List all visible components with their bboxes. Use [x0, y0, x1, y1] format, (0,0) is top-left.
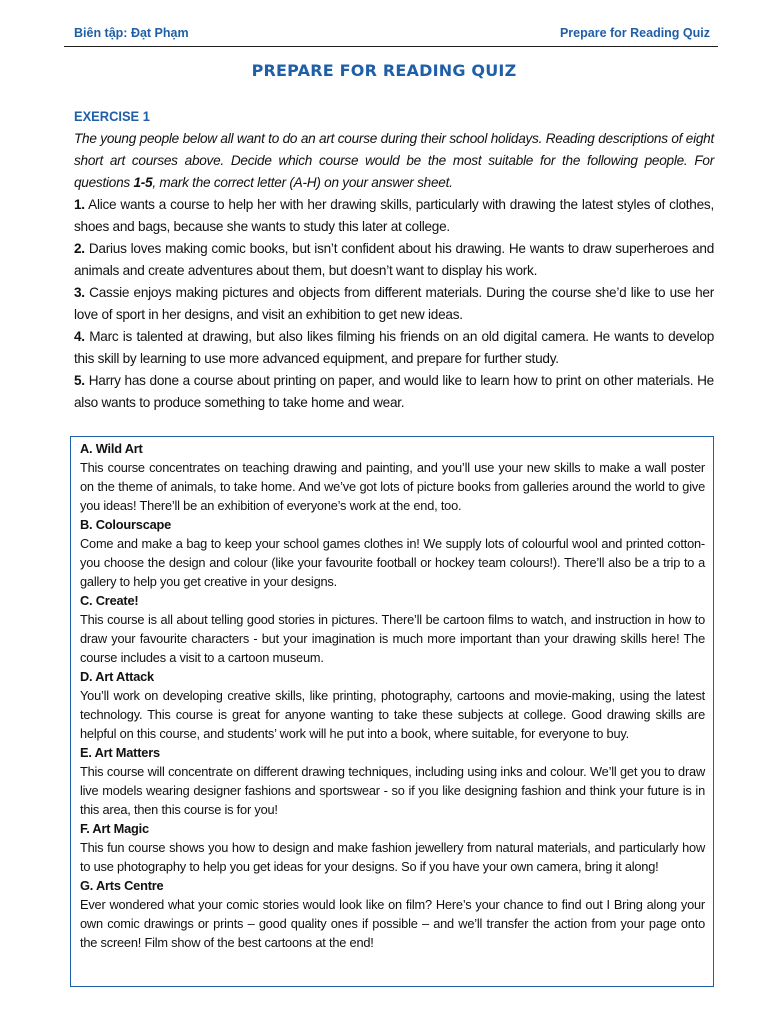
course-item — [80, 667, 705, 743]
question-text: Alice wants a course to help her with her drawing skills, particularly with drawing the latest styles of clothes, shoes and bags, because she wants to study this later at college. — [74, 197, 714, 234]
course-name: C. Create! — [80, 593, 139, 608]
question-number: 5. — [74, 373, 85, 388]
page-title: PREPARE FOR READING QUIZ — [251, 61, 517, 80]
question-item — [74, 370, 714, 414]
question-item — [74, 194, 714, 238]
question-number: 1. — [74, 197, 85, 212]
course-item — [80, 876, 705, 952]
course-name: F. Art Magic — [80, 821, 149, 836]
header-doc-title: Prepare for Reading Quiz — [559, 26, 710, 40]
question-text: Cassie enjoys making pictures and objects from different materials. During the course she’d like to use her love of sport in her designs, and visit an exhibition to get new ideas. — [74, 285, 715, 322]
question-text: Harry has done a course about printing on paper, and would like to learn how to print on other materials. He also wants to produce something to take home and wear. — [74, 373, 714, 410]
question-number: 4. — [74, 329, 85, 344]
course-name: D. Art Attack — [80, 669, 154, 684]
question-item — [74, 326, 714, 370]
page-header — [74, 26, 710, 40]
course-description: Ever wondered what your comic stories would look like on film? Here’s your chance to find out I Bring along your own comic drawings or prints – good quality ones if possible – and we’ll transfer the action from your page onto the screen! Film show of the best cartoons at the end! — [80, 897, 705, 950]
question-text: Darius loves making comic books, but isn’t confident about his drawing. He wants to draw superheroes and animals and create adventures about them, but doesn’t want to display his work. — [74, 241, 714, 278]
course-description: Come and make a bag to keep your school games clothes in! We supply lots of colourful wool and printed cotton- you choose the design and colour (like your favourite football or hockey team colours!). There’ll also be a trip to a gallery to help you get creative in your designs. — [80, 536, 705, 589]
course-name: A. Wild Art — [80, 441, 143, 456]
course-name: G. Arts Centre — [80, 878, 164, 893]
question-text: Marc is talented at drawing, but also likes filming his friends on an old digital camera. He wants to develop this skill by learning to use more advanced equipment, and prepare for further study. — [74, 329, 715, 366]
course-name: B. Colourscape — [80, 517, 172, 532]
question-item — [74, 238, 714, 282]
question-number: 2. — [74, 241, 85, 256]
header-editor: Biên tập: Đạt Phạm — [74, 26, 189, 40]
course-name: E. Art Matters — [80, 745, 160, 760]
question-number: 3. — [74, 285, 85, 300]
instructions-range: 1-5 — [133, 175, 153, 190]
course-description: This fun course shows you how to design and make fashion jewellery from natural materials, and particularly how to use photography to help you get ideas for your designs. So if you have your own camera, bring it along! — [80, 840, 705, 874]
course-descriptions-box — [70, 436, 714, 987]
instructions-part-a: The young people below all want to do an art course during their school holidays. Reading descriptions of eight short art courses above. Decide which course would be the most suitable for the following people. For questions — [74, 131, 714, 190]
exercise-heading: EXERCISE 1 — [74, 108, 150, 124]
course-item — [80, 515, 705, 591]
header-divider — [64, 46, 718, 47]
exercise-instructions — [74, 128, 714, 194]
course-item — [80, 439, 705, 515]
course-description: This course concentrates on teaching drawing and painting, and you’ll use your new skills to make a wall poster on the theme of animals, to take home. And we’ve got lots of picture books from galleries around the world to give you ideas! There’ll be an exhibition of everyone’s work at the end, too. — [80, 460, 705, 513]
question-item — [74, 282, 714, 326]
course-description: This course will concentrate on different drawing techniques, including using inks and colour. We’ll get you to draw live models wearing designer fashions and sportswear - so if you like designing fashion and think your future is in this area, then this course is for you! — [80, 764, 705, 817]
course-item — [80, 591, 705, 667]
course-item — [80, 743, 705, 819]
exercise-body — [74, 128, 714, 414]
course-description: This course is all about telling good stories in pictures. There’ll be cartoon films to watch, and instruction in how to draw your favourite characters - but your imagination is much more important than your drawing skills here! The course includes a visit to a cartoon museum. — [80, 612, 705, 665]
course-description: You’ll work on developing creative skills, like printing, photography, cartoons and movie-making, using the latest technology. This course is great for anyone wanting to take these subjects at college. Good drawing skills are helpful on this course, and students’ work will he put into a book, where suitable, for everyone to buy. — [80, 688, 705, 741]
instructions-part-b: , mark the correct letter (A-H) on your answer sheet. — [152, 175, 453, 190]
course-item — [80, 819, 705, 876]
